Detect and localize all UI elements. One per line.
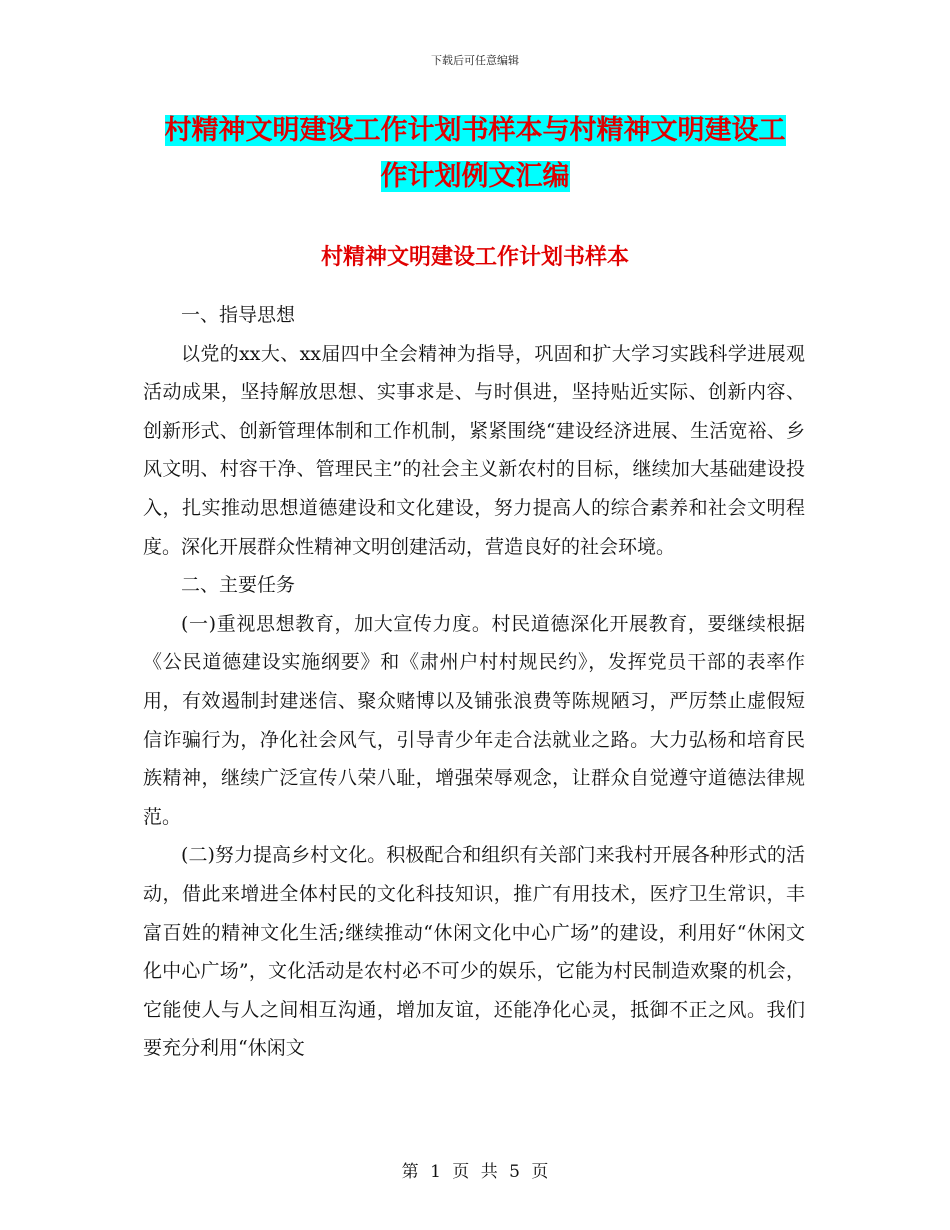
paragraph-task-1: (一)重视思想教育，加大宣传力度。村民道德深化开展教育，要继续根据《公民道德建设实施纲要》和《肃州户村村规民约》，发挥党员干部的表率作用，有效遏制封建迷信、聚众赌博以及铺张浪费等陈规陋习，严厉禁止虚假短信诈骗行为，净化社会风气，引导青少年走合法就业之路。大力弘杨和培育民族精神，继续广泛宣传八荣八耻，增强荣辱观念，让群众自觉遵守道德法律规范。 [143, 612, 805, 828]
paragraph-task-2: (二)努力提高乡村文化。积极配合和组织有关部门来我村开展各种形式的活动，借此来增进全体村民的文化科技知识，推广有用技术，医疗卫生常识，丰富百姓的精神文化生活;继续推动“休闲文化中心广场”的建设，利用好“休闲文化中心广场”，文化活动是农村必不可少的娱乐，它能为村民制造欢聚的机会，它能使人与人之间相互沟通，增加友谊，还能净化心灵，抵御不正之风。我们要充分利用“休闲文 [143, 844, 805, 1060]
section-title: 村精神文明建设工作计划书样本 [320, 244, 629, 270]
document-body [143, 296, 805, 1068]
heading-guiding-ideology: 一、指导思想 [181, 304, 296, 326]
document-title-line-1: 村精神文明建设工作计划书样本与村精神文明建设工 [164, 115, 786, 146]
paragraph-guiding-ideology: 以党的xx大、xx届四中全会精神为指导，巩固和扩大学习实践科学进展观活动成果，坚持解放思想、实事求是、与时俱进，坚持贴近实际、创新内容、创新形式、创新管理体制和工作机制，紧紧围绕“建设经济进展、生活宽裕、乡风文明、村容干净、管理民主”的社会主义新农村的目标，继续加大基础建设投入，扎实推动思想道德建设和文化建设，努力提高人的综合素养和社会文明程度。深化开展群众性精神文明创建活动，营造良好的社会环境。 [143, 342, 805, 558]
document-title [140, 108, 810, 200]
heading-main-tasks: 二、主要任务 [181, 574, 296, 597]
header-note: 下载后可任意编辑 [431, 54, 519, 67]
page-footer: 第 1 页 共 5 页 [401, 1162, 549, 1182]
document-title-line-2: 作计划例文汇编 [380, 161, 570, 192]
